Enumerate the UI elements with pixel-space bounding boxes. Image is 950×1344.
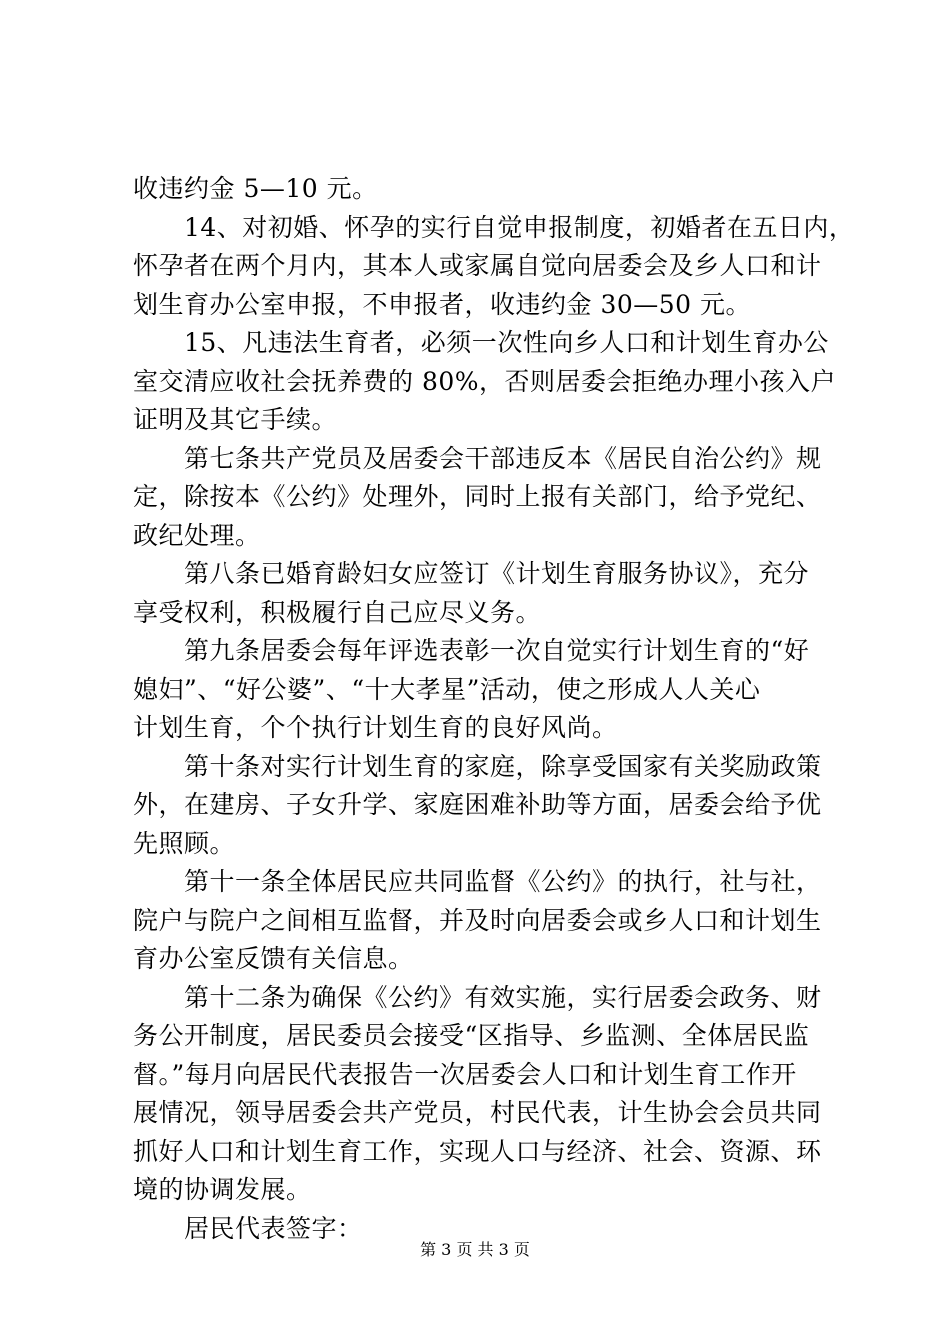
text-line: 育办公室反馈有关信息。 <box>133 944 414 973</box>
text-line: 政纪处理。 <box>133 520 261 550</box>
page-number: 第 3 页 共 3 页 <box>420 1240 530 1259</box>
text-line: 务公开制度，居民委员会接受“区指导、乡监测、全体居民监 <box>133 1021 810 1050</box>
text-line: 定，除按本《公约》处理外，同时上报有关部门，给予党纪、 <box>133 482 822 511</box>
text-line: 证明及其它手续。 <box>133 405 338 434</box>
text-line: 怀孕者在两个月内，其本人或家属自觉向居委会及乡人口和计 <box>133 251 822 280</box>
text-line: 室交清应收社会抚养费的 80%，否则居委会拒绝办理小孩入户 <box>133 366 837 396</box>
text-line: 收违约金 5—10 元。 <box>133 174 378 203</box>
text-line: 15、凡违法生育者，必须一次性向乡人口和计划生育办公 <box>184 328 829 357</box>
text-line: 院户与院户之间相互监督，并及时向居委会或乡人口和计划生 <box>133 905 822 935</box>
text-line: 第八条已婚育龄妇女应签订《计划生育服务协议》，充分 <box>184 559 810 588</box>
text-line: 第十条对实行计划生育的家庭，除享受国家有关奖励政策 <box>184 751 822 781</box>
text-line: 第七条共产党员及居委会干部违反本《居民自治公约》规 <box>184 443 822 473</box>
text-line: 享受权利，积极履行自己应尽义务。 <box>133 597 542 627</box>
text-line: 先照顾。 <box>133 828 236 858</box>
signature-label: 居民代表签字： <box>184 1213 363 1243</box>
text-line: 14、对初婚、怀孕的实行自觉申报制度，初婚者在五日内， <box>184 212 855 242</box>
document-body <box>133 170 855 1248</box>
text-line: 外，在建房、子女升学、家庭困难补助等方面，居委会给予优 <box>133 790 822 819</box>
text-line: 第十一条全体居民应共同监督《公约》的执行，社与社， <box>184 867 822 896</box>
text-line: 划生育办公室申报，不申报者，收违约金 30—50 元。 <box>133 289 752 319</box>
text-line: 境的协调发展。 <box>133 1175 312 1204</box>
text-line: 媳妇”、“好公婆”、“十大孝星”活动，使之形成人人关心 <box>133 674 761 704</box>
text-line: 展情况，领导居委会共产党员，村民代表，计生协会会员共同 <box>133 1098 822 1127</box>
text-line: 第十二条为确保《公约》有效实施，实行居委会政务、财 <box>184 982 822 1012</box>
text-line: 第九条居委会每年评选表彰一次自觉实行计划生育的“好 <box>184 636 810 665</box>
text-line: 督。”每月向居民代表报告一次居委会人口和计划生育工作开 <box>133 1059 797 1089</box>
text-line: 抓好人口和计划生育工作，实现人口与经济、社会、资源、环 <box>133 1136 822 1166</box>
text-line: 计划生育，个个执行计划生育的良好风尚。 <box>133 713 618 742</box>
